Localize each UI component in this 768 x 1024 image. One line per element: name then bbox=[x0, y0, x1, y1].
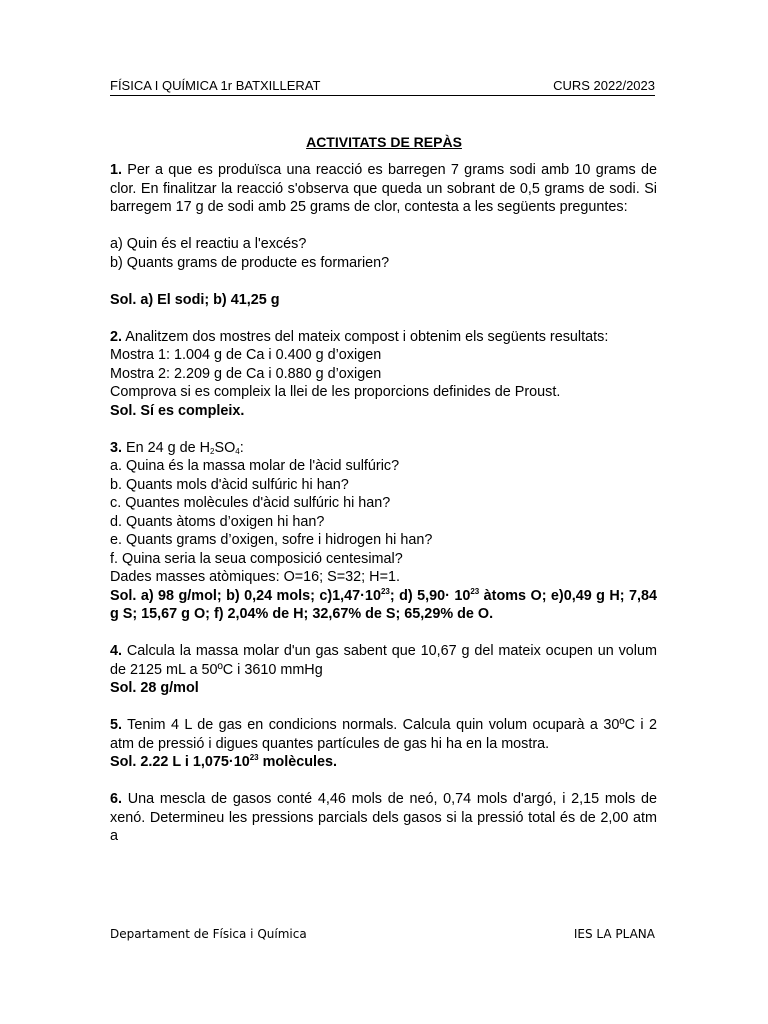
question-4-solution: Sol. 28 g/mol bbox=[110, 680, 199, 696]
footer-school: IES LA PLANA bbox=[573, 927, 655, 941]
question-number: 6. bbox=[110, 791, 123, 807]
question-3-part-c: c. Quantes molècules d'àcid sulfúric hi han? bbox=[110, 495, 391, 511]
question-5-solution: Sol. 2.22 L i $1,075\cdot 10^{23}$ molècules. bbox=[110, 753, 338, 770]
question-1-part-a: a) Quin és el reactiu a l'excés? bbox=[110, 236, 307, 252]
header-subject: FÍSICA I QUÍMICA 1r BATXILLERAT bbox=[110, 78, 321, 93]
question-number: 2. bbox=[110, 328, 123, 345]
question-3-part-b: b. Quants mols d'àcid sulfúric hi han? bbox=[110, 476, 349, 493]
page-title: ACTIVITATS DE REPÀS bbox=[306, 134, 462, 150]
question-1-solution: Sol. a) El sodi; b) 41,25 g bbox=[110, 291, 280, 308]
question-2-solution: Sol. Sí es compleix. bbox=[110, 402, 245, 419]
question-3-solution: Sol. a) 98 g/mol; b) 0,24 mols; $c)1,47\cdot 10^{23}$; d) $5,90\cdot 10^{23}$ àtoms O; e)0,49 g H; 7,84 g S; 15,67 g O; f) 2,04% de H; 32,67% de S; 65,29% de O. bbox=[110, 586, 657, 622]
question-3-part-a: a. Quina és la massa molar de l'àcid sulfúric? bbox=[110, 458, 400, 474]
question-text: Calcula la massa molar d'un gas sabent que 10,67 g del mateix ocupen un volum de 2125 mL a 50ºC i 3610 mmHg bbox=[110, 643, 657, 678]
footer-department: Departament de Física i Química bbox=[110, 927, 307, 941]
question-text: Analitzem dos mostres del mateix compost i obtenim els següents resultats: bbox=[122, 328, 609, 345]
question-2 bbox=[110, 328, 657, 347]
page-footer bbox=[110, 927, 655, 941]
question-5 bbox=[110, 716, 657, 753]
question-text: Tenim 4 L de gas en condicions normals. Calcula quin volum ocuparà a 30ºC i 2 atm de pressió i digues quantes partícules de gas hi ha en la mostra. bbox=[110, 717, 657, 752]
question-text: Per a que es produïsca una reacció es barregen 7 grams sodi amb 10 grams de clor. En finalitzar la reacció s'observa que queda un sobrant de 0,5 grams de sodi. Si barregem 17 g de sodi amb 25 grams de clor, contesta a les següents preguntes: bbox=[110, 162, 657, 215]
question-1-part-b: b) Quants grams de producte es formarien? bbox=[110, 254, 390, 271]
question-2-task: Comprova si es compleix la llei de les proporcions definides de Proust. bbox=[110, 384, 561, 400]
question-number: 4. bbox=[110, 643, 123, 659]
question-3: 3. En 24 g de $H_2SO_4$: bbox=[110, 439, 244, 456]
question-2-sample-1: Mostra 1: 1.004 g de Ca i 0.400 g d’oxigen bbox=[110, 347, 382, 363]
question-3-data: Dades masses atòmiques: O=16; S=32; H=1. bbox=[110, 569, 400, 585]
header-course-year: CURS 2022/2023 bbox=[553, 78, 655, 93]
question-4 bbox=[110, 642, 657, 679]
activities-list bbox=[110, 161, 657, 846]
page-header bbox=[110, 78, 655, 96]
question-3-part-d: d. Quants àtoms d’oxigen hi han? bbox=[110, 513, 325, 530]
question-6 bbox=[110, 790, 657, 846]
question-3-part-f: f. Quina seria la seua composició centesimal? bbox=[110, 550, 403, 567]
question-number: 5. bbox=[110, 717, 123, 733]
question-3-part-e: e. Quants grams d’oxigen, sofre i hidrogen hi han? bbox=[110, 532, 433, 548]
question-1 bbox=[110, 161, 657, 217]
question-number: 1. bbox=[110, 162, 123, 178]
question-number: 3. bbox=[110, 439, 123, 456]
question-text: Una mescla de gasos conté 4,46 mols de neó, 0,74 mols d'argó, i 2,15 mols de xenó. Determineu les pressions parcials dels gasos si la pressió total és de 2,00 atm a bbox=[110, 791, 657, 844]
question-2-sample-2: Mostra 2: 2.209 g de Ca i 0.880 g d’oxigen bbox=[110, 365, 382, 382]
